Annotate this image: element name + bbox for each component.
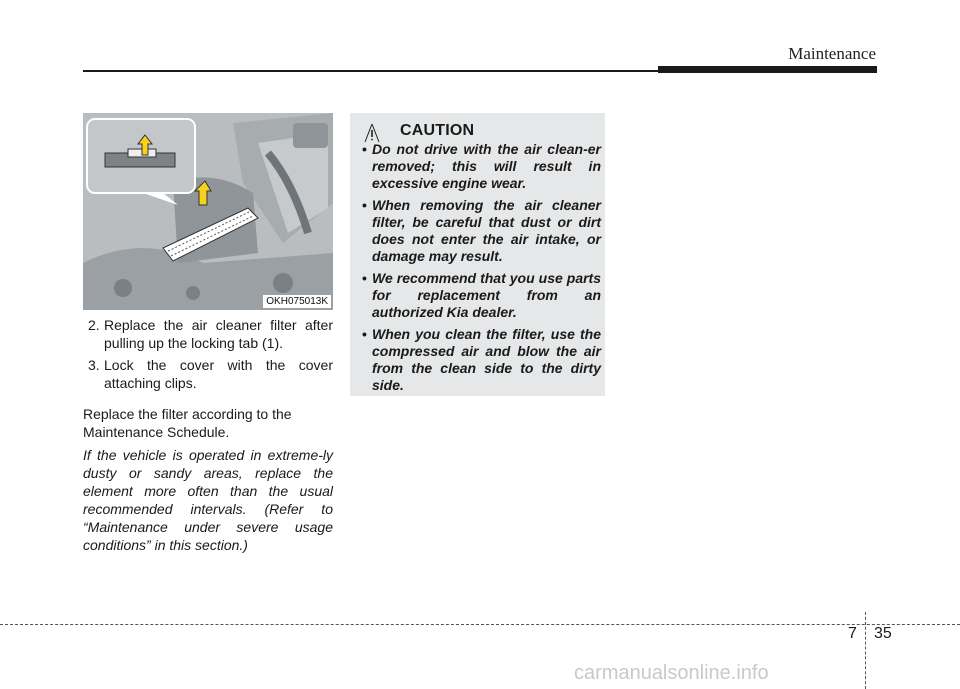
severe-usage-note: If the vehicle is operated in extreme-ly dusty or sandy areas, replace the element more often than the usual recommended intervals. (Refer to “Maintenance under severe usage conditions” in this section.): [83, 447, 333, 553]
step-number: 3.: [88, 357, 100, 373]
watermark: carmanualsonline.info: [574, 662, 769, 684]
caution-item: • Do not drive with the air clean-er removed; this will result in excessive engine wear.: [362, 141, 601, 192]
step-text: Replace the air cleaner filter after pulling up the locking tab (1).: [104, 317, 333, 351]
chapter-number: 7: [848, 625, 857, 642]
page-number-separator: [865, 612, 866, 689]
caution-box: [350, 113, 605, 396]
warning-triangle-icon: [364, 123, 380, 143]
header-section-title: Maintenance: [788, 44, 876, 63]
engine-bay-illustration: [83, 113, 333, 310]
step-number: 2.: [88, 317, 100, 333]
caution-item: • When you clean the filter, use the compressed air and blow the air from the clean side to the dirty side.: [362, 326, 601, 394]
air-filter-figure: [83, 113, 333, 310]
instruction-steps: [88, 316, 333, 396]
step-item: [88, 356, 333, 392]
step-item: [88, 316, 333, 352]
body-paragraph: Replace the filter according to the Maintenance Schedule.: [83, 406, 292, 440]
page-number: 35: [874, 625, 892, 642]
caution-list: [362, 141, 601, 399]
caution-item: • We recommend that you use parts for replacement from an authorized Kia dealer.: [362, 270, 601, 321]
footer-rule: [0, 624, 960, 625]
figure-code-label: OKH075013K: [263, 295, 331, 308]
caution-title: CAUTION: [400, 122, 475, 139]
caution-item: • When removing the air cleaner filter, be careful that dust or dirt does not enter the air intake, or damage may result.: [362, 197, 601, 265]
step-text: Lock the cover with the cover attaching clips.: [104, 357, 333, 391]
header-rule-accent: [658, 66, 877, 73]
